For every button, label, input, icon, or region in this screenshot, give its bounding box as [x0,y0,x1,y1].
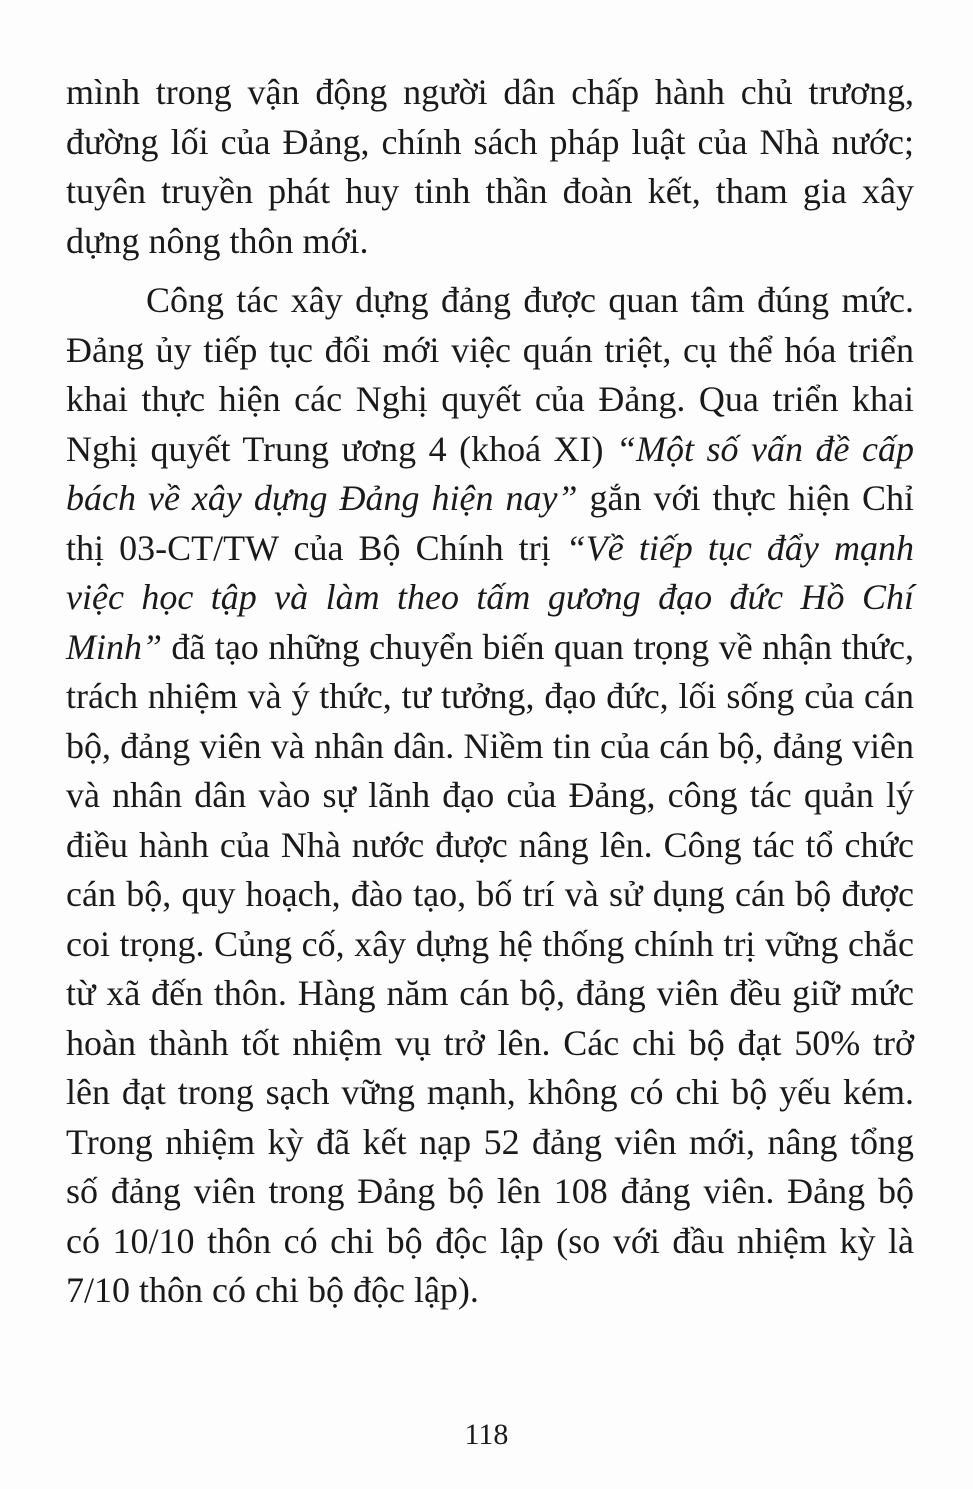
paragraph-2-text-part-3: đã tạo những chuyển biến quan trọng về nhận thức, trách nhiệm và ý thức, tư tưởng, đạo đức, lối sống của cán bộ, đảng viên và nhân dân. Niềm tin của cán bộ, đảng viên và nhân dân vào sự lãnh đạo của Đảng, công tác quản lý điều hành của Nhà nước được nâng lên. Công tác tổ chức cán bộ, quy hoạch, đào tạo, bố trí và sử dụng cán bộ được coi trọng. Củng cố, xây dựng hệ thống chính trị vững chắc từ xã đến thôn. Hàng năm cán bộ, đảng viên đều giữ mức hoàn thành tốt nhiệm vụ trở lên. Các chi bộ đạt 50% trở lên đạt trong sạch vững mạnh, không có chi bộ yếu kém. Trong nhiệm kỳ đã kết nạp 52 đảng viên mới, nâng tổng số đảng viên trong Đảng bộ lên 108 đảng viên. Đảng bộ có 10/10 thôn có chi bộ độc lập (so với đầu nhiệm kỳ là 7/10 thôn có chi bộ độc lập). [66,626,914,1310]
paragraph-2 [66,276,914,1316]
resolution-title-quote: “Một số vấn đề cấp bách về xây dựng Đảng hiện nay” [66,428,914,518]
directive-title-quote: “Về tiếp tục đẩy mạnh việc học tập và làm theo tấm gương đạo đức Hồ Chí Minh” [66,527,914,667]
paragraph-2-text-part-2: gắn với thực hiện Chỉ thị 03-CT/TW của Bộ Chính trị [66,478,914,568]
page-number: 118 [464,1418,509,1451]
body-text [66,68,914,1316]
paragraph-1 [66,68,914,266]
paragraph-1-text: mình trong vận động người dân chấp hành chủ trương, đường lối của Đảng, chính sách pháp luật của Nhà nước; tuyên truyền phát huy tinh thần đoàn kết, tham gia xây dựng nông thôn mới. [66,72,914,261]
paragraph-2-text-part-1: Công tác xây dựng đảng được quan tâm đúng mức. Đảng ủy tiếp tục đổi mới việc quán triệt, cụ thể hóa triển khai thực hiện các Nghị quyết của Đảng. Qua triển khai Nghị quyết Trung ương 4 (khoá XI) [66,280,914,469]
